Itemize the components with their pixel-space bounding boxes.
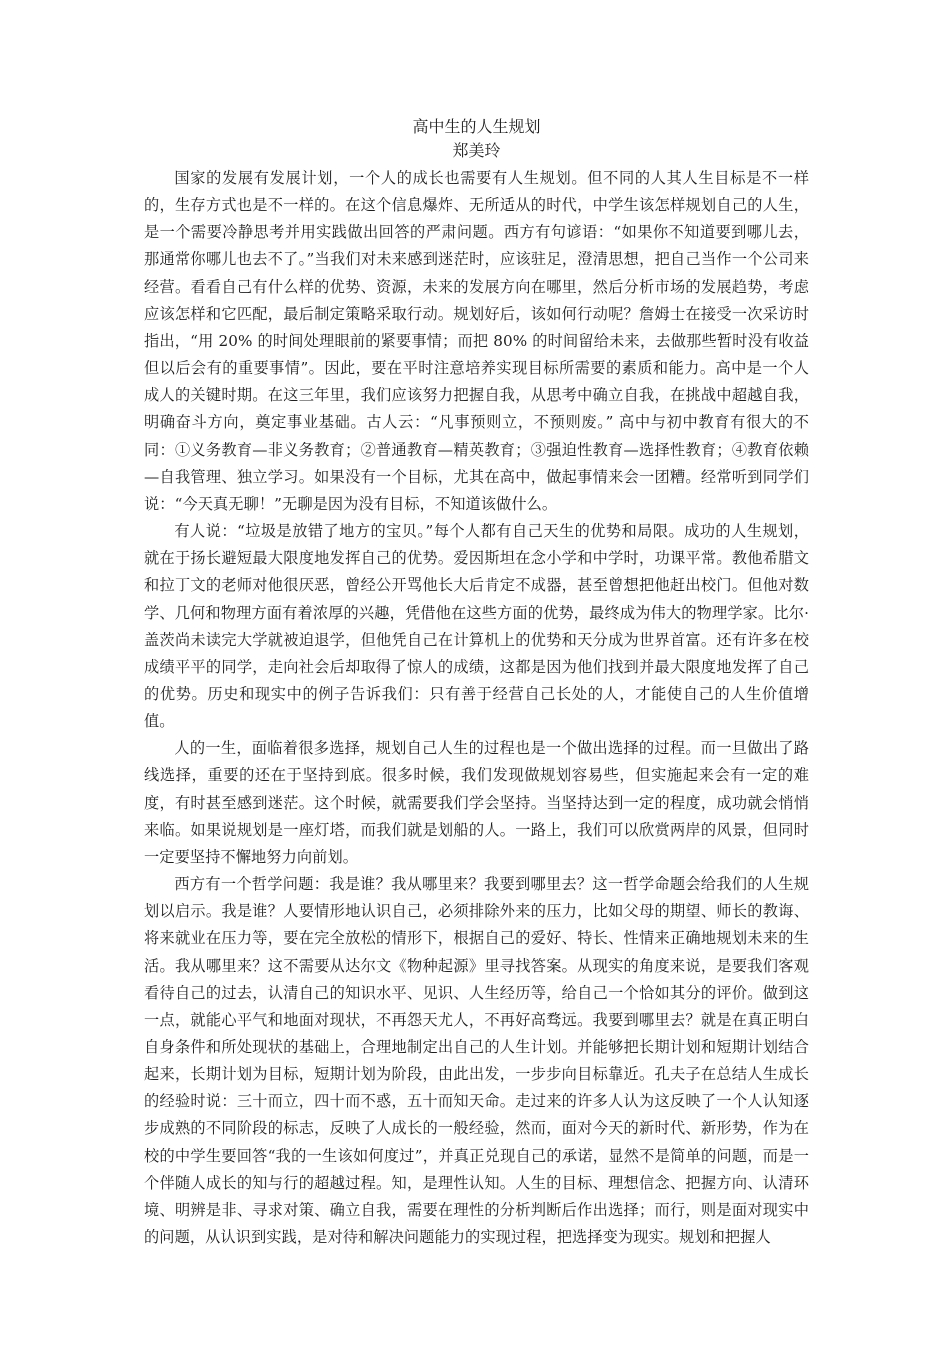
paragraph-4: 西方有一个哲学问题：我是谁？我从哪里来？我要到哪里去？这一哲学命题会给我们的人生规划以启示。我是谁？人要情形地认识自己，必须排除外来的压力，比如父母的期望、师长的教诲、将来就业在压力等，要在完全放松的情形下，根据自己的爱好、特长、性情来正确地规划未来的生活。我从哪里来？这不需要从达尔文《物种起源》里寻找答案。从现实的角度来说，是要我们客观看待自己的过去，认清自己的知识水平、见识、人生经历等，给自己一个恰如其分的评价。做到这一点，就能心平气和地面对现状，不再怨天尤人，不再好高骛远。我要到哪里去？就是在真正明白自身条件和所处现状的基础上，合理地制定出自己的人生计划。并能够把长期计划和短期计划结合起来，长期计划为目标，短期计划为阶段，由此出发，一步步向目标靠近。孔夫子在总结人生成长的经验时说：三十而立，四十而不惑，五十而知天命。走过来的许多人认为这反映了一个人认知逐步成熟的不同阶段的标志，反映了人成长的一般经验，然而，面对今天的新时代、新形势，作为在校的中学生要回答“我的一生该如何度过”，并真正兑现自己的承诺，显然不是简单的问题，而是一个伴随人成长的知与行的超越过程。知，是理性认知。人生的目标、理想信念、把握方向、认清环境、明辨是非、寻求对策、确立自我，需要在理性的分析判断后作出选择；而行，则是面对现实中的问题，从认识到实践，是对待和解决问题能力的实现过程，把选择变为现实。规划和把握人 xyxy=(144,875,809,1247)
paragraph-1: 国家的发展有发展计划，一个人的成长也需要有人生规划。但不同的人其人生目标是不一样的，生存方式也是不一样的。在这个信息爆炸、无所适从的时代，中学生该怎样规划自己的人生，是一个需要冷静思考并用实践做出回答的严肃问题。西方有句谚语：“如果你不知道要到哪儿去，那通常你哪儿也去不了。”当我们对未来感到迷茫时，应该驻足，澄清思想，把自己当作一个公司来经营。看看自己有什么样的优势、资源，未来的发展方向在哪里，然后分析市场的发展趋势，考虑应该怎样和它匹配，最后制定策略采取行动。规划好后，该如何行动呢？詹姆士在接受一次采访时指出，“用 20% 的时间处理眼前的紧要事情；而把 80% 的时间留给未来，去做那些暂时没有收益但以后会有的重要事情”。因此，要在平时注意培养实现目标所需要的素质和能力。高中是一个人成人的关键时期。在这三年里，我们应该努力把握自我，从思考中确立自我，在挑战中超越自我，明确奋斗方向，奠定事业基础。古人云：“凡事预则立，不预则废。” 高中与初中教育有很大的不同：①义务教育—非义务教育；②普通教育—精英教育；③强迫性教育—选择性教育；④教育依赖—自我管理、独立学习。如果没有一个目标，尤其在高中，做起事情来会一团糟。经常听到同学们说：“今天真无聊！”无聊是因为没有目标，不知道该做什么。 xyxy=(144,169,809,513)
article-body xyxy=(144,115,809,1251)
paragraph-3: 人的一生，面临着很多选择，规划自己人生的过程也是一个做出选择的过程。而一旦做出了路线选择，重要的还在于坚持到底。很多时候，我们发现做规划容易些，但实施起来会有一定的难度，有时甚至感到迷茫。这个时候，就需要我们学会坚持。当坚持达到一定的程度，成功就会悄悄来临。如果说规划是一座灯塔，而我们就是划船的人。一路上，我们可以欣赏两岸的风景，但同时一定要坚持不懈地努力向前划。 xyxy=(144,739,809,866)
article-author: 郑美玲 xyxy=(452,141,501,160)
paragraph-2: 有人说：“垃圾是放错了地方的宝贝。”每个人都有自己天生的优势和局限。成功的人生规划，就在于扬长避短最大限度地发挥自己的优势。爱因斯坦在念小学和中学时，功课平常。教他希腊文和拉丁文的老师对他很厌恶，曾经公开骂他长大后肯定不成器，甚至曾想把他赶出校门。但他对数学、几何和物理方面有着浓厚的兴趣，凭借他在这些方面的优势，最终成为伟大的物理学家。比尔·盖茨尚未读完大学就被迫退学，但他凭自己在计算机上的优势和天分成为世界首富。还有许多在校成绩平平的同学，走向社会后却取得了惊人的成绩，这都是因为他们找到并最大限度地发挥了自己的优势。历史和现实中的例子告诉我们：只有善于经营自己长处的人，才能使自己的人生价值增值。 xyxy=(144,522,809,731)
article-title: 高中生的人生规划 xyxy=(412,117,541,136)
